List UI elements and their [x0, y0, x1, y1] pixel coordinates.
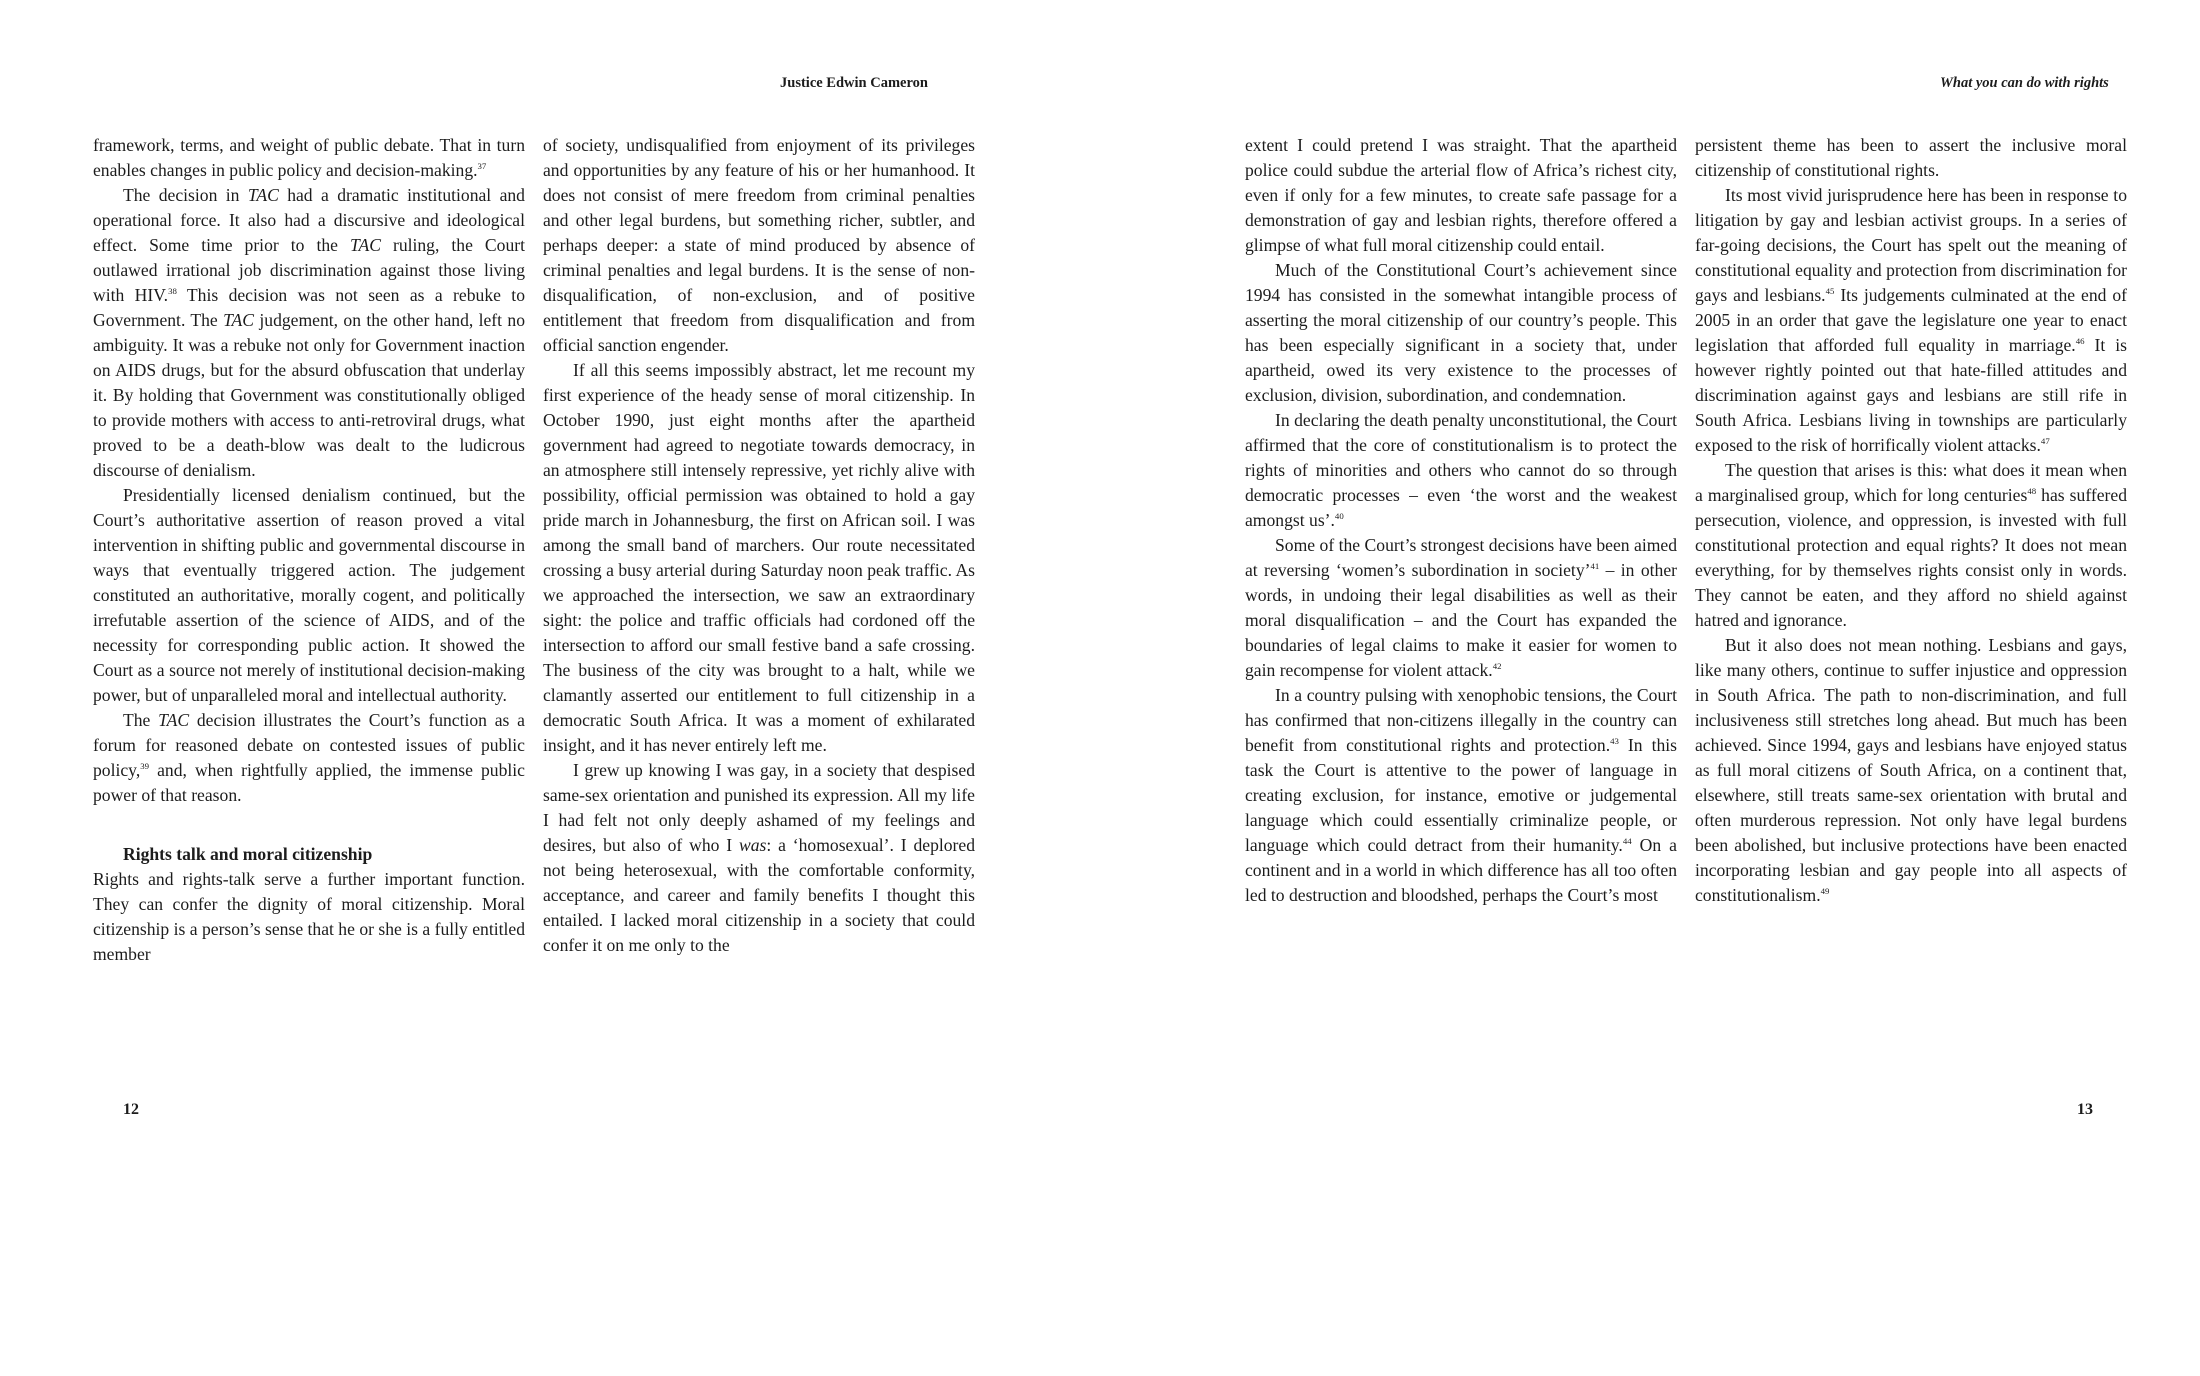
right-page-column-2: [1695, 133, 2127, 908]
paragraph: persistent theme has been to assert the inclusive moral citizenship of constitutional rights.: [1695, 135, 2127, 180]
paragraph: The question that arises is this: what does it mean when a marginalised group, which for long centuries$^{48}$ has suffered persecution, violence, and oppression, is invested with full constitutional protection and equal rights? It does not mean everything, for by themselves rights consist only in words. They cannot be eaten, and they afford no shield against hatred and ignorance.: [1695, 460, 2127, 630]
paragraph: framework, terms, and weight of public debate. That in turn enables changes in public policy and decision-making.$^{37}$: [93, 135, 525, 180]
footnote-ref: 37: [477, 161, 487, 172]
footnote-ref: 41: [1590, 561, 1600, 572]
footnote-ref: 42: [1492, 661, 1502, 672]
left-page-column-1: [93, 133, 525, 967]
footnote-ref: 44: [1622, 836, 1632, 847]
footnote-ref: 46: [2075, 336, 2085, 347]
page-number-right: 13: [2077, 1101, 2093, 1118]
paragraph: Some of the Court’s strongest decisions have been aimed at reversing ‘women’s subordination in society’$^{41}$ – in other words, in undoing their legal disabilities as well as their moral disqualification – and the Court has expanded the boundaries of legal claims to make it easier for women to gain recompense for violent attack.$^{42}$: [1245, 535, 1677, 680]
paragraph: Rights and rights-talk serve a further important function. They can confer the dignity of moral citizenship. Moral citizenship is a person’s sense that he or she is a fully entitled member: [93, 869, 525, 964]
right-page-column-1: [1245, 133, 1677, 908]
left-page-column-2: [543, 133, 975, 958]
footnote-ref: 38: [168, 286, 177, 297]
paragraph: But it also does not mean nothing. Lesbians and gays, like many others, continue to suffer injustice and oppression in South Africa. The path to non-discrimination, and full inclusiveness still stretches long ahead. But much has been achieved. Since 1994, gays and lesbians have enjoyed status as full moral citizens of South Africa, on a continent that, elsewhere, still treats same-sex orientation with brutal and often murderous repression. Not only have legal burdens been abolished, but inclusive protections have been enacted incorporating lesbian and gay people into all aspects of constitutionalism.$^{49}$: [1695, 635, 2127, 905]
paragraph: The TAC decision illustrates the Court’s function as a forum for reasoned debate on contested issues of public policy,$^{39}$ and, when rightfully applied, the immense public power of that reason.: [93, 710, 525, 805]
paragraph: I grew up knowing I was gay, in a society that despised same-sex orientation and punished its expression. All my life I had felt not only deeply ashamed of my feelings and desires, but also of who I was: a ‘homosexual’. I deplored not being heterosexual, with the comfortable conformity, acceptance, and career and family benefits I thought this entailed. I lacked moral citizenship in a society that could confer it on me only to the: [543, 760, 976, 955]
paragraph: Much of the Constitutional Court’s achievement since 1994 has consisted in the somewhat intangible process of asserting the moral citizenship of our country’s people. This has been especially significant in a society that, under apartheid, owed its very existence to the processes of exclusion, division, subordination, and condemnation.: [1245, 260, 1677, 405]
footnote-ref: 48: [2027, 486, 2037, 497]
running-head-left: Justice Edwin Cameron: [780, 75, 928, 91]
paragraph: In declaring the death penalty unconstitutional, the Court affirmed that the core of constitutionalism is to protect the rights of minorities and others who cannot do so through democratic processes – even ‘the worst and the weakest amongst us’.$^{40}$: [1245, 410, 1677, 530]
paragraph: Its most vivid jurisprudence here has been in response to litigation by gay and lesbian activist groups. In a series of far-going decisions, the Court has spelt out the meaning of constitutional equality and protection from discrimination for gays and lesbians.$^{45}$ Its judgements culminated at the end of 2005 in an order that gave the legislature one year to enact legislation that afforded full equality in marriage.$^{46}$ It is however rightly pointed out that hate-filled attitudes and discrimination against gays and lesbians are still rife in South Africa. Lesbians living in townships are particularly exposed to the risk of horrifically violent attacks.$^{47}$: [1695, 185, 2127, 455]
footnote-ref: 47: [2040, 436, 2050, 447]
section-heading: Rights talk and moral citizenship: [123, 844, 373, 864]
footnote-ref: 39: [140, 761, 150, 772]
running-head-right: What you can do with rights: [1940, 75, 2109, 91]
footnote-ref: 43: [1610, 736, 1619, 747]
footnote-ref: 49: [1820, 886, 1830, 897]
paragraph: extent I could pretend I was straight. That the apartheid police could subdue the arterial flow of Africa’s richest city, even if only for a few minutes, to create safe passage for a demonstration of gay and lesbian rights, therefore offered a glimpse of what full moral citizenship could entail.: [1245, 135, 1677, 255]
page-number-left: 12: [123, 1101, 139, 1118]
paragraph: The decision in TAC had a dramatic institutional and operational force. It also had a discursive and ideological effect. Some time prior to the TAC ruling, the Court outlawed irrational job discrimination against those living with HIV.$^{38}$ This decision was not seen as a rebuke to Government. The TAC judgement, on the other hand, left no ambiguity. It was a rebuke not only for Government inaction on AIDS drugs, but for the absurd obfuscation that underlay it. By holding that Government was constitutionally obliged to provide mothers with access to anti-retroviral drugs, what proved to be a death-blow was dealt to the ludicrous discourse of denialism.: [93, 185, 525, 480]
paragraph: In a country pulsing with xenophobic tensions, the Court has confirmed that non-citizens illegally in the country can benefit from constitutional rights and protection.$^{43}$ In this task the Court is attentive to the power of language in creating exclusion, for instance, emotive or judgemental language which could essentially criminalize people, or language which could detract from their humanity.$^{44}$ On a continent and in a world in which difference has all too often led to destruction and bloodshed, perhaps the Court’s most: [1245, 685, 1677, 905]
paragraph: of society, undisqualified from enjoyment of its privileges and opportunities by any feature of his or her humanhood. It does not consist of mere freedom from criminal penalties and other legal burdens, but something richer, subtler, and perhaps deeper: a state of mind produced by absence of criminal penalties and legal burdens. It is the sense of non-disqualification, of non-exclusion, and of positive entitlement that freedom from disqualification and from official sanction engender.: [543, 135, 975, 355]
footnote-ref: 45: [1825, 286, 1835, 297]
paragraph: If all this seems impossibly abstract, let me recount my first experience of the heady sense of moral citizenship. In October 1990, just eight months after the apartheid government had agreed to negotiate towards democracy, in an atmosphere still intensely repressive, yet richly alive with possibility, official permission was obtained to hold a gay pride march in Johannesburg, the first on African soil. I was among the small band of marchers. Our route necessitated crossing a busy arterial during Saturday noon peak traffic. As we approached the intersection, we saw an extraordinary sight: the police and traffic officials had cordoned off the intersection to afford our small festive band a safe crossing. The business of the city was brought to a halt, while we clamantly asserted our entitlement to full citizenship in a democratic South Africa. It was a moment of exhilarated insight, and it has never entirely left me.: [543, 360, 975, 755]
paragraph: Presidentially licensed denialism continued, but the Court’s authoritative assertion of reason proved a vital intervention in shifting public and governmental discourse in ways that eventually triggered action. The judgement constituted an authoritative, morally cogent, and politically irrefutable assertion of the science of AIDS, and of the necessity for corresponding public action. It showed the Court as a source not merely of institutional decision-making power, but of unparalleled moral and intellectual authority.: [93, 485, 525, 705]
footnote-ref: 40: [1334, 511, 1344, 522]
